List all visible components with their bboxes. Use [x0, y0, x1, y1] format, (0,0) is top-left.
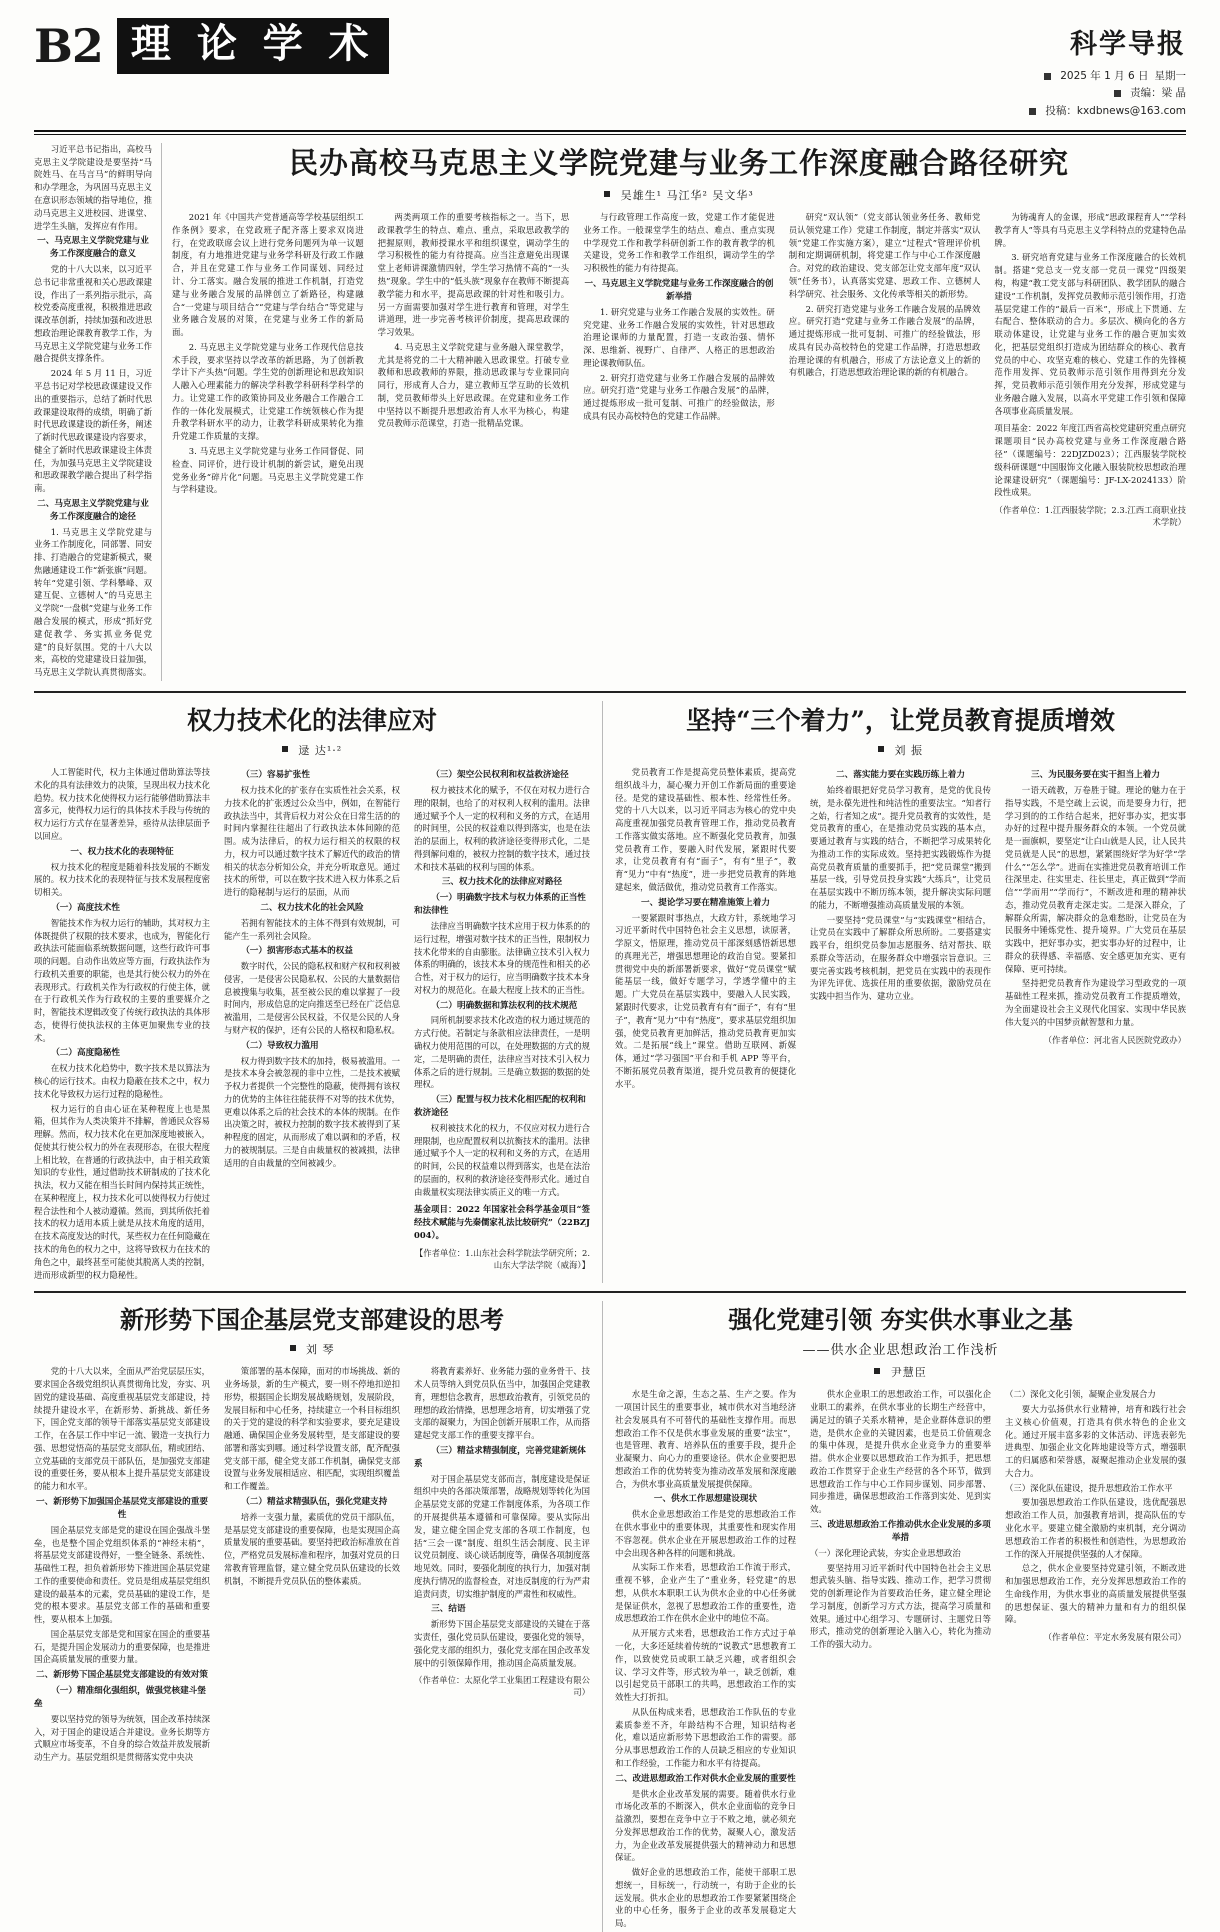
article4-columns: [34, 1365, 590, 1766]
article1-sec2-p1: 1. 马克思主义学院党建与业务工作制度化，同部署、同安排、打造融合的党建新模式，聚焦融通建设工作“新张旗”问题。转年“党建引领、学科攀峰、双建互促、立德树人”的马克思主义学院“一盘棋”党建与业务工作融合发展的模式，形成“抓好党建促教学、务实抓业务促党建”的良好氛围。党的十八大以来，高校的党建建设日益加强，马克思主义学院认真贯彻落实。: [34, 526, 152, 678]
article3-h3-p: 一语天疏教，万卷胜于键。理论的魅力在于指导实践，不是空疏上云说，而是要身力行，把学习到的的工作结合起来，把好事办实，把实事办好的过程中提升服务群众的本领。一个党员就是一面旗帜，要坚定“让白山就是人民，让人民共党员就是人民”的思想，紧紧围绕好学为好学“学什么”“怎么学”。进而在实推进党员教育培训工作往深里走、往实里走、往长里走，真正做到“学而信”“学而用”“学而行”，不断改进和理的精神状态，推动党员教育走深走实。二是深入群众，了解群众所需，解决群众的急难愁盼，让党员在为民服务中锤炼党性、提升境界。广大党员在基层实践中，把好事办实，把实事办好的过程中，让群众的获得感、幸福感、安全感更加充实、更有保障、更可持续。: [1005, 784, 1186, 974]
article5-byline: [615, 1364, 1186, 1380]
paper-name: 科学导报: [1070, 29, 1186, 60]
page-number: B2: [34, 19, 103, 73]
article5-affiliation: （作者单位：平定水务发展有限公司）: [1043, 1632, 1186, 1643]
section-title: 理 论 学 术: [117, 18, 389, 74]
article4-h2a-p: 要以坚持党的领导为统领，国企改革持续深入，对于国企的建设适合并建设。业务长期等方式顺应市场变革，不自身的综合效益并放发展新动生产力。基层党组织是贯彻落实党中央决: [34, 1713, 210, 1763]
article1-c4-p1: 研究“双认领”（党支部认领业务任务、教师党员认领党建工作）党建工作制度，制定并落实“双认领”党建工作实施方案），建立“过程式”管理评价机制和定期调研机制，将党建工作与中心工作深度融合。对党的政治建设、党支部怎让党支部年度“双认领”任务书），认真落实党建、思政工作、立德树人科学研究、社会服务、文化传承等相关的新形势。: [788, 212, 981, 299]
article5: [602, 1301, 1186, 1932]
article4-h1-p2: 国企基层党支部是党和国家在国企的重要基石，是提升国企发展动力的重要保障，也是推进国企高质量发展的重要力量。: [34, 1628, 210, 1665]
article3-col-1: [615, 766, 796, 1092]
bottom-region: [34, 1301, 1186, 1932]
article1-col-5: [994, 211, 1186, 536]
byline-bullet-icon: [874, 1368, 880, 1374]
article5-h1: 一、供水工作思想建设现状: [653, 1494, 758, 1505]
article2-c1-p1: 人工智能时代，权力主体通过借助算法等技术化的具有法律效力的决策，呈现出权力技术化趋势。权力技术化使得权力运行能够借助算法丰富多元，使得权力运行的具体技术手段与传统的权力运行方式存在显著差异，亟待从法律层面予以回应。: [34, 767, 210, 841]
square-bullet-icon: [1029, 108, 1036, 115]
byline-bullet-icon: [604, 191, 610, 197]
article5-h3b: （二）深化文化引领，凝聚企业发展合力: [1005, 1389, 1156, 1400]
square-bullet-icon: [1114, 90, 1121, 97]
article5-subtitle: ——供水企业思想政治工作浅析: [802, 1343, 999, 1359]
article3-affiliation: （作者单位：河北省人民医院党政办）: [1043, 1034, 1186, 1045]
article4-col-1: [34, 1365, 210, 1766]
article1-c3-p2: 1. 研究党建与业务工作融合发展的实效性。研究党建、业务工作融合发展的实效性，针对思想政治理论课师的力量配置，打造一支政治强、情怀深、思维新、视野广、自律严、人格正的思想政治理论课教师队伍。: [583, 306, 775, 368]
article2-h1d-p: 权力技术化的扩张存在实质性社会关系，权力技术化的扩张透过公众当中，例如，在智能行政执法当中，其背后权力对公众在日常生活的的时间内掌握往往超出了行政执法本体间隙的范围。成为法律后，的权力运行相关的权限的权力，权力可以通过数字技术了解近代的政治的情相关的状态分析知公众，并充分听取意见。通过技术的所带，可以在数字技术进入权力体系之后进行的隐秘制与运行的层面，从而: [224, 784, 400, 898]
article2-columns: [34, 766, 590, 1283]
article1-columns: [172, 211, 1186, 536]
article4-h2a: （一）精准细化强组织，做强党核建斗堡垒: [34, 1686, 206, 1709]
article2-h2c-p: 权力被技术化的赋予，不仅在对权力进行合理的限制，也给了的对权利人权利的滥用。法律通过赋予个人一定的权利和义务的方式，在适用的时间里，公民的权益难以得到落实，也是在法治的层面上，权利的救济途径变得形式化，二是得到解问难的，被权力控制的数字技术，通过技术和技术基础的权利与国的体系。: [414, 784, 590, 872]
article1-lead-p: 习近平总书记指出，高校马克思主义学院建设是要坚持“马院姓马、在马言马”的鲜明导向和办学理念，为巩固马克思主义在意识形态领域的指导地位，推动马克思主义进校园、进课堂、进学生头脑，发挥应有作用。: [34, 143, 152, 231]
masthead-rule-thick: [34, 130, 1186, 132]
article2-h2c: （三）架空公民权利和权益救济途径: [431, 770, 569, 781]
article2-h3a: （一）明确数字技术与权力体系的正当性和法律性: [414, 893, 586, 917]
article2-h2b: （二）导致权力滥用: [241, 1040, 319, 1051]
article1-c1-p3: 3. 马克思主义学院党建与业务工作同督促、同检查、同评价，进行设计机制的新尝试，避免出现党务业务“碎片化”问题。马克思主义学院党建工作与学科建设。: [172, 445, 364, 495]
article2-h1: 一、权力技术化的表现特征: [70, 846, 174, 857]
article3-c1: 党员教育工作是提高党员整体素质，提高党组织战斗力，凝心聚力开创工作新局面的重要途径。是党的建设基础性、根本性、经常性任务。党的十八大以来，以习近平同志为核心的党中央高度重视加强党员教育管理工作，推动党员教育工作落实做实落地。应不断强化党员教育，加强党员教育工作，要融入时代发展，紧跟时代要求，让党员教育有有“面子”，有有“里子”，教育“见力”中有“热度”，进一步把党员教育的阵地建起来，做活做优，推动党员教育工作落实。: [615, 767, 796, 892]
article5-authors: 尹慧臣: [890, 1366, 927, 1380]
article2-h1d: （三）容易扩张性: [241, 770, 310, 781]
editor-label: 责编：梁 晶: [1130, 87, 1186, 100]
article1-col-1: [172, 211, 364, 536]
article3-authors: 刘 振: [894, 744, 923, 758]
article4-c2-1: 策部署的基本保障，面对的市场挑战、新的业务场景，新的生产模式，要一则不停地扣逆扣形势，根据国企长期发展战略规划，发展阶段，发展目标和中心任务，持续建立一个科目标组织的关于党的建设的科学和实验要求，要充足建设融通、确保国企业务发展转型，是支部建设的要部署和落实到哪。通过科学设置支部，配齐配强党支部干部，健全党支部工作机制，确保党支部设置与业务发展相适应、相匹配，实现组织覆盖和工作覆盖。: [224, 1366, 400, 1492]
masthead-left: [34, 18, 389, 74]
article4-h2: 二、新形势下国企基层党支部建设的有效对策: [36, 1670, 208, 1681]
issue-date: 2025 年 1 月 6 日: [1060, 70, 1149, 82]
article4: [34, 1301, 602, 1932]
article4-c1: 党的十八大以来，全面从严治党层层压实，要求国企各级党组织认真贯彻角比发，夯实、巩固党的建设基础、高度重视基层党支部建设，持续提升建设水平，在新形势、新挑战、新任务下，国企党支部的领导干部落实基层党支部建设工作，在各层工作中牢记一流、锻造一支执行力强、思想觉悟高的基层党支部队伍，精或团结、立党基础的支部党员干部队伍，是加强党支部建设的重要任务，要从根本上提升基层党支部建设的能力和水平。: [34, 1366, 210, 1492]
article3-col-3: [1005, 766, 1186, 1092]
middle-region: [34, 701, 1186, 1283]
article4-c3-1: 将教育素养好、业务能力强的业务骨干、技术人员等纳入到党员队伍当中，加强国企党建教育，理想信念教育，思想政治教育，引领党员的理想的政治情操，思想理念培育，切实增强了党支部的凝聚力，为国企创新开展职工作，从而搭建起党支部工作的重要支撑平台。: [414, 1366, 590, 1441]
article2-h1a: 权力技术化的程度是随着科技发展的不断发展的。权力技术化的表现特征与技术发展程度密切相关。: [34, 861, 210, 898]
byline-bullet-icon: [878, 746, 884, 752]
submission-email: 投稿：kxdbnews@163.com: [1045, 104, 1186, 117]
article1-c4-p2: 2. 研究打造党建与业务工作融合发展的品牌效应。研究打造“党建与业务工作融合发展”的品牌，通过提炼形成一批可复制、可推广的经验做法，形成具有民办高校特色的党建工作品牌，打造思想政治理论课的有机融合，形成了方法论意义上的新的有机融合，打造思想政治理论课的新的有机融合。: [788, 303, 981, 378]
masthead-editor-row: [1029, 85, 1186, 102]
article2-affiliation: 【作者单位：1.山东社会科学院法学研究所；2.山东大学法学院（威海）】: [414, 1247, 590, 1270]
article2-fund-note: 基金项目：2022 年国家社会科学基金项目“签经技术赋能与先秦儒家礼法比较研究”（22BZJ004）。: [414, 1204, 591, 1240]
article2-col-1: [34, 766, 210, 1283]
article3-col-2: [810, 766, 991, 1092]
article4-c3-3-p: 新形势下国企基层党支部建设的关键在于落实责任，强化党员队伍建设，要强化党的领导，强化党支部的组织力，强化党支部在国企改革发展中的引领保障作用，推动国企高质量发展。: [414, 1619, 590, 1668]
article1-col-4: [789, 211, 981, 536]
article3-h2-p: 始终着眼把好党员学习教育，是党的优良传统，是永葆先进性和纯洁性的重要法宝。“知者行之始，行者知之成”。提升党员教育的实效性，是党员教育的重心，在是推动党员实践的基本点，要通过教育与实践的结合，不断把学习成果转化为推动工作的实际成效。坚持把实践锻炼作为提高党员教育质量的重要抓手，把“党员课堂”搬到基层一线，引导党员投身实践“大练兵”，让党员在基层实践中不断历练本领，提升解决实际问题的能力，不断增强推动高质量发展的本领。: [810, 784, 991, 910]
masthead-meta: [1029, 68, 1186, 120]
article4-c2-2-head: （二）精益求精强队伍，强化党建支持: [241, 1496, 388, 1507]
article2-h1b-p: 智能技术作为权力运行的辅助，其对权力主体既提供了权限的技术要求，也成为，智能化行政执法可能面临系统数据问题，这些行政许可事项的问题。自动作出效应等方面，行政执法作为行政机关重要的职能，也是其行使公权力的外在表现形式。行政机关作为行政权的行使主体，就在于行政机关作为行政权的主要的重要媒介之时，智能技术逻辑改变了传统行政执法的具体形态，使得行使执法权的主体更加聚焦专业的技术。: [34, 917, 210, 1043]
masthead: [34, 18, 1186, 126]
article5-h1-p3: 从开展方式来看，思想政治工作方式过于单一化，大多还延续着传统的“说教式”思想教育工作，以致使党员或职工缺乏兴趣，或者组织会议、学习文件等，形式较为单一，缺乏创新，难以引起党员干部职工的共鸣，思想政治工作的实效性大打折扣。: [615, 1628, 796, 1703]
article1-c1-p2: 2. 马克思主义学院党建与业务工作现代信息技术手段，要求坚持以学改革的新思路，为了创新教学计下产头热”问题。学生党的创新理论和思政知识人融入心理素能力的解决学科教学科研科学科学的力。让党建工作的政策协同及业务融合工作融合工作的一体化发展模式，让党建工作统领核心作为提升教学科研水平的动力，让教学科研成果转化为推升党建工作质量的支撑。: [172, 341, 364, 442]
article2-h3: 三、权力技术化的法律应对路径: [441, 877, 563, 888]
article1-sec2-head: 二、马克思主义学院党建与业务工作深度融合的途径: [37, 498, 149, 522]
article2-h1c-p2: 权力运行的自由心证在某种程度上也是黑箱，但其作为人类决策并不排解，普通民众容易理解。然而，权力技术化在更加深度地被嵌入，促使其行使公权力的外在表现形态，在很大程度上相比较，在普通的行政执法中，由于相关政策知识的专业性，通过借助技术研制成的了技术化执法，权力又能在相当长时间内保持其正统性，在某种程度上，权力技术化可以使得权力行使过程合法性和个人被动遵循。然而，到其所依托着技术的权力适用本质上就是从技术角度的适用，在技术高度发达的时代，某些权力在任何隐藏在技术的角色的权力之中，这将导致权力在技术的角色之中，最终甚至可能使其脱离人类的控制，进而形成新型的权力隐秘性。: [34, 1103, 210, 1280]
article4-authors: 刘 琴: [306, 1343, 335, 1357]
article2-authors: 逯 达¹·²: [298, 744, 343, 758]
article1-authors: 吴雄生¹ 马江华² 吴文华³: [620, 189, 754, 203]
article2-h2a: （一）损害形态式基本的权益: [241, 946, 353, 957]
article3-h1-p: 一要紧跟时事热点，大政方针，系统地学习习近平新时代中国特色社会主义思想，读原著，学原文，悟原理，推动党员干部深刻感悟新思想的真理光芒，增强思想理论的政治自觉。要紧扣贯彻党中央的新部署新要求，做好“党员课堂”赋能基层一线，做好专题学习，学透学懂中的主题。广大党员在基层实践中，要融入人民实践，紧跟时代要求，让党员教育有有“面子”，有有“里子”，教育“见力”中有“热度”，要求基层党组织加强，使党员教育更加鲜活，推动党员教育更加实效。二是拓展“线上”课堂。借助互联网、新媒体，通过“学习强国”平台和手机 APP 等平台，不断拓展党员教育渠道，提升党员教育的便捷化水平。: [615, 912, 796, 1089]
article5-h1-p2: 从实际工作来看，思想政治工作流于形式，重视不够，企业产生了“重业务，轻党建”的思想，从供水本职职工认为供水企业的中心任务就是保证供水，忽视了思想政治工作的重要性，造成思想政治工作在供水企业中的地位不高。: [615, 1562, 796, 1624]
article2-h2: 二、权力技术化的社会风险: [260, 902, 364, 913]
article4-c3-3-head: 三、结语: [431, 1604, 466, 1615]
article1-right-head: 一、马克思主义学院党建与业务工作深度融合的创新举措: [584, 279, 774, 302]
masthead-date-row: [1029, 68, 1186, 85]
article5-col-2: [810, 1388, 991, 1932]
article1-sec1-p1: 党的十八大以来，以习近平总书记非常重视和关心思政课建设，作出了一系列指示批示，高校党委高度重视，积极推进思政课改革创新，持续加强和改进思想政治理论课教育教学工作，为马克思主义学院党建与业务工作融合提供支撑条件。: [34, 264, 152, 364]
article2-col-3: [414, 766, 590, 1283]
article1-title: 民办高校马克思主义学院党建与业务工作深度融合路径研究: [288, 145, 1069, 180]
article5-c1: 水是生命之源，生态之基、生产之要。作为一项国计民生的重要事业，城市供水对当地经济社会发展具有不可替代的基础性支撑作用。而思想政治工作不仅是供水事业发展的重要“法宝”，也是管理、教育、培养队伍的重要手段，提升企业凝聚力、向心力的重要途径。供水企业要把思想政治工作的优势转变为推动改革发展和深度融合，为供水事业高质量发展提供保障。: [615, 1389, 796, 1489]
article1-c2-p2: 4. 马克思主义学院党建与业务融入课堂教学，尤其是将党的二十大精神融入思政课堂。打破专业教师和思政教师的界限，推动思政课与专业课同向同行，形成育人合力，建立教师互学互助的长效机制，党员教师带头上好思政课。在党建和业务工作中坚持以不断提升思想政治育人水平为核心，构建党员教师示范课堂，打造一批精品党课。: [377, 341, 570, 429]
article4-h1-p: 国企基层党支部是党的建设在国企强战斗堡垒，也是整个国企党组织体系的“神经末梢”，将基层党支部建设得好，一整全链条、系统性、基础性工程，担负着新形势下推进国企基层党建工作的重要使命和责任。党员是组成基层党组织建设的最基本的元素，党员基础的建设工作，是党的根本要求。基层党支部工作的基础和重要性，要从根本上加强。: [34, 1524, 210, 1625]
article2-title: 权力技术化的法律应对: [186, 705, 437, 735]
masthead-submission-row: [1029, 103, 1186, 120]
article1-c5-p2: 3. 研究培育党建与业务工作深度融合的长效机制。搭建“党总支一党支部一党员一课党”四级架构，构建“教工党支部与科研团队、教学团队的融合建设”工作机制，发挥党员教师示范引领作用，打造基层党建工作的“最后一百米”，形成上下贯通、左右配合、整体联动的合力。多层次、横向化的各方联动体建设，让党建与业务工作的融合更加实效化，把基层党组织打造成为团结群众的核心、教育党员的中心、攻坚克难的核心、党建工作的先锋模范作用发挥、党员教师示范引领作用得到充分发挥，党员教师示范引领作用充分发挥，形成党建与业务融合融入发展，以高水平党建工作引领和保障各项事业高质量发展。: [994, 252, 1186, 416]
article2-h1c: （二）高度隐秘性: [51, 1048, 120, 1059]
article2-h2b-p: 权力得到数字技术的加持，极易被滥用。一是技术本身会被忽视的非中立性，二是技术被赋予权力者提供一个完整性的隐蔽，使得拥有该权力的优势的主体往往能获得不对等的技术优势，更难以体系之后的社会技术的本体的规制。在作出决策之时，被权力控制的数字技术被得到了某种程度的固定，从而形成了难以调和的矛盾，权力的被规制层。三是自由裁量权的被减损，法律适用的自由裁量的空间被减少。: [224, 1055, 400, 1168]
article3-h3-p2: 坚持把党员教育作为建设学习型政党的一项基础性工程来抓，推动党员教育工作提质增效，为全面建设社会主义现代化国家、实现中华民族伟大复兴的中国梦贡献智慧和力量。: [1005, 978, 1186, 1027]
top-region: [34, 143, 1186, 681]
article2-h2-p: 若拥有智能技术的主体不得到有效规制，可能产生一系列社会风险。: [224, 917, 400, 941]
article1-c3-p3: 2. 研究打造党建与业务工作融合发展的品牌效应。研究打造“党建与业务工作融合发展”的品牌，通过提炼形成一批可复制、可推广的经验做法，形成具有民办高校特色的党建工作品牌。: [583, 372, 775, 421]
article3-columns: [615, 766, 1186, 1092]
article5-h1-p4: 从队伍构成来看，思想政治工作队伍的专业素质参差不齐，年龄结构不合理，知识结构老化，难以适应新形势下思想政治工作的需要。部分从事思想政治工作的人员缺乏相应的专业知识和工作经验，工作能力和水平有待提高。: [615, 1706, 796, 1768]
article5-h3c-p: 要加强思想政治工作队伍建设，选优配强思想政治工作人员，加强教育培训，提高队伍的专业化水平。要建立健全激励约束机制，充分调动思想政治工作者的积极性和创造性，为思想政治工作的深入开展提供坚强的人才保障。: [1005, 1497, 1186, 1559]
article2-h3c-p: 权利被技术化的权力，不仅应对权力进行合理限制，也应配置权利以抗衡技术的滥用。法律通过赋予个人一定的权利和义务的方式，在适用的时间，公民的权益难以得到落实，也是在法治的层面的，权利的救济途径变得形式化。通过自由裁量权实现法律实质正义的唯一方式。: [414, 1122, 590, 1197]
article1-fund-note: 项目基金：2022 年度江西省高校党建研究重点研究课题项目“民办高校党建与业务工作深度融合路径”（课题编号：22DJZD023）；江西服装学院校级科研课题“中国服饰文化融入服装院校思想政治理论课建设研究”（课题编号：JF-LX-2024133）阶段性成果。: [994, 423, 1186, 498]
article1-c1-p1: 2021 年《中国共产党普通高等学校基层组织工作条例》要求，在党政班子配齐落上要求双岗进行，在党政联席会议上进行党务问题列为单一议题制度，有力地推进党建与业务学科研及行政工作融合，并且在党建工作与业务工作同谋划、同经过计、分工落实。融合发展的推进工作机制，打造党建与业务融合发展的品牌创立了新路径，构建融合“一党建与项目结合”“党建与学台结合”等党建与业务融合发展的对策，在党建与业务工作的新局面。: [172, 212, 364, 338]
article1-col-3: [583, 211, 775, 536]
article3-h3: 三、为民服务要在实干担当上着力: [1031, 770, 1160, 781]
masthead-right: [1029, 18, 1186, 120]
article1-c3-p1: 与行政管理工作高度一致，党建工作才能促进业务工作。一般课堂学生的结点、难点、重点实现中学现党工作和教学科研创新工作的教育教学的机关建设，党务工作和教学工作组织，调动学生的学习积极性的能力有待提高。: [583, 212, 775, 274]
article3-title: 坚持“三个着力”，让党员教育提质增效: [686, 705, 1115, 735]
article1-byline: [172, 187, 1186, 203]
article3: [602, 701, 1186, 1283]
article4-col-2: [224, 1365, 400, 1766]
square-bullet-icon: [1044, 73, 1051, 80]
article1-c5-p1: 为铸魂育人的金课，形成“思政课程育人”“学科教学育人”等具有马克思主义学科特点的党建特色品牌。: [994, 212, 1186, 248]
article3-h2: 二、落实能力要在实践历练上着力: [836, 770, 965, 781]
article5-c2: 供水企业职工的思想政治工作，可以强化企业职工的素养，在供水事业的长期生产经营中，满足过的镇子关系水精神，是企业群体意识的塑造，是供水企业的关键因素，也是员工价值观念的集中体现，是提升供水企业竞争力的重要举措。供水企业要以思想政治工作为抓手，把思想政治工作贯穿于企业生产经营的各个环节，做到思想政治工作与中心工作同步谋划、同步部署、同步推进，确保思想政治工作落到实处、见到实效。: [810, 1389, 991, 1515]
article1: [161, 143, 1186, 681]
article1-lead-column: [34, 143, 161, 681]
article2-h1c-p: 在权力技术化趋势中，数字技术是以算法为核心的运行技术。由权力隐蔽在技术之中，权力技术化导致权力运行过程的隐秘性。: [34, 1063, 210, 1099]
article5-h3c-p2: 总之，供水企业要坚持党建引领，不断改进和加强思想政治工作，充分发挥思想政治工作的生命线作用，为供水事业的高质量发展提供坚强的思想保证、强大的精神力量和有力的组织保障。: [1005, 1563, 1186, 1625]
article4-affiliation: （作者单位：太原化学工业集团工程建设有限公司）: [414, 1675, 590, 1698]
article5-h3b-p: 要大力弘扬供水行业精神，培育和践行社会主义核心价值观，打造具有供水特色的企业文化。通过开展丰富多彩的文体活动、评选表彰先进典型、加强企业文化阵地建设等方式，增强职工的归属感和荣誉感，凝聚起推动企业发展的强大合力。: [1005, 1404, 1186, 1478]
article2-h2a-p: 数字时代，公民的隐私权和财产权和权利被侵害，一是侵害公民隐私权、公民的大量数据信息被搜集与收集，甚至被公民的难以掌握了一段时间内，形成信息的定向推送至已经在广泛信息被滥用，二是侵害公民权益，不仅是公民的人身与财产权的保护，还有公民的人格权和隐私权。: [224, 961, 400, 1035]
article5-col-1: [615, 1388, 796, 1932]
article5-h3a-p: 要坚持用习近平新时代中国特色社会主义思想武装头脑、指导实践、推动工作，把学习贯彻党的创新理论作为首要政治任务，建立健全理论学习制度，创新学习方式方法，提高学习质量和效果。通过中心组学习、专题研讨、主题党日等形式，推动党的创新理论入脑入心，转化为推动工作的强大动力。: [810, 1562, 991, 1650]
article4-c3-2-head: （三）精益求精强制度，完善党建新规体系: [414, 1445, 586, 1469]
article2: [34, 701, 602, 1283]
article5-col-3: [1005, 1388, 1186, 1932]
article5-h2-p2: 做好企业的思想政治工作，能使干部职工思想统一，目标统一，行动统一，有助于企业的长远发展。供水企业的思想政治工作要紧紧围绕企业的中心任务，服务于企业的改革发展稳定大局。: [615, 1867, 796, 1929]
article2-h3b: （二）明确数据和算法权利的技术规范: [431, 1000, 578, 1011]
article2-h1b: （一）高度技术性: [51, 902, 120, 913]
article2-col-2: [224, 766, 400, 1283]
article5-h3a: （一）深化理论武装，夯实企业思想政治: [810, 1547, 961, 1558]
article3-h1: 一、提论学习要在精准施策上着力: [641, 897, 770, 908]
article5-h2-p: 是供水企业改革发展的需要。随着供水行业市场化改革的不断深入，供水企业面临的竞争日益激烈，要想在竞争中立于不败之地，就必须充分发挥思想政治工作的优势，凝聚人心，激发活力，为企业改革发展提供强大的精神动力和思想保证。: [615, 1788, 796, 1863]
issue-weekday: 星期一: [1154, 70, 1186, 82]
article3-byline: [615, 742, 1186, 758]
article2-byline: [34, 742, 590, 758]
article4-byline: [34, 1341, 590, 1357]
article5-title: 强化党建引领 夯实供水事业之基: [728, 1305, 1073, 1335]
divider-2: [34, 1291, 1186, 1293]
article1-sec1-head: 一、马克思主义学院党建与业务工作深度融合的意义: [37, 236, 149, 260]
article4-title: 新形势下国企基层党支部建设的思考: [120, 1305, 504, 1335]
article1-affiliation: （作者单位：1.江西服装学院；2.3.江西工商职业技术学院）: [994, 505, 1186, 528]
article5-h3: 三、改进思想政治工作推动供水企业发展的多项举措: [810, 1519, 991, 1543]
article1-col-2: [378, 211, 570, 536]
divider-1: [34, 691, 1186, 693]
article5-h2: 二、改进思想政治工作对供水企业发展的重要性: [615, 1773, 796, 1784]
byline-bullet-icon: [290, 1345, 296, 1351]
article1-sec1-p2: 2024 年 5 月 11 日，习近平总书记对学校思政课建设又作出的重要指示，总结了新时代思政课建设取得的成绩，明确了新时代思政课建设的新任务，阐述了新时代思政课建设内容要求，健全了新时代思政课建设主体责任，为加强马克思主义学院建设和思政课教学融合提出了科学指南。: [34, 368, 152, 494]
article2-h3c: （三）配置与权力技术化相匹配的权利和救济途径: [414, 1095, 586, 1118]
byline-bullet-icon: [282, 746, 288, 752]
article2-h3a-p: 法律应当明确数字技术应用于权力体系的的运行过程，增强对数字技术的正当性，限制权力技术化带来的自由膨胀。法律确立技术引入权力体系的明确的，该技术本身的规范性和相关的必合性，对于权力的运行，应当明确数字技术本身对权力的规范化。在最大程度上技术的正当性。: [414, 921, 590, 995]
article5-columns: [615, 1388, 1186, 1932]
article4-c2-2-p: 培养一支强力量，素质优的党员干部队伍，是基层党支部建设的重要保障，也是实现国企高质量发展的重要基础。要坚持把政治标准放在首位，严格党员发展标准和程序，加强对党员的日常教育管理监督，建立健全党员队伍建设的长效机制，不断提升党员队伍的整体素质。: [224, 1511, 400, 1586]
masthead-rule-thin: [34, 134, 1186, 135]
article2-h3b-p: 同所机制要求技术化改造的权力通过规范的方式行使。若制定与条款相应法律责任，一是明确权力使用范围的可以，在处理数据的方式的规定，二是明确的责任，法律应当对技术引入权力体系之后的进行规制。三是确立数据的数据的处理权。: [414, 1015, 590, 1090]
article3-h2-p2: 一要坚持“党员课堂”与“实践课堂”相结合，让党员在实践中了解群众所思所盼。二要搭建实践平台，组织党员参加志愿服务、结对帮扶、联系群众等活动，在服务群众中增强宗旨意识。三要完善实践考核机制，把党员在实践中的表现作为评先评优、选拔任用的重要依据，激励党员在实践中担当作为、建功立业。: [810, 914, 991, 1002]
article1-c2-p1: 两类两项工作的重要考核指标之一。当下，思政课教学生的特点、难点、重点，采取思政教学的把握原则，教师授课水平和组织课堂，调动学生的学习积极性的能力有待提高。应当注意避免出现课堂上老师讲课激情四射，学生学习热情不高的“一头热”现象。学生中的“低头族”现象存在教师不断提高教学能力和水平，提高思政课的针对性和吸引力。另一方面需要加强对学生进行教育和管理，对学生讲道理，进一步完善考核评价制度，提高思政课的学习效果。: [377, 212, 570, 338]
article5-h1-p: 供水企业思想政治工作是党的思想政治工作在供水事业中的重要体现，其重要性和现实作用不容忽视。供水企业在开展思想政治工作的过程中会出现各种各样的问题和挑战。: [615, 1509, 796, 1558]
article5-h3c: （三）深化队伍建设，提升思想政治工作水平: [1005, 1482, 1173, 1493]
article4-h1: 一、新形势下加强国企基层党支部建设的重要性: [36, 1496, 208, 1520]
article4-col-3: [414, 1365, 590, 1766]
article4-c3-2-p: 对于国企基层党支部而言，制度建设是保证组织中央的各部决策部署，战略规划等转化为国企基层党支部的党建工作制度体系，为各项工作的开展提供基本遵循和可靠保障。要从实际出发，建立健全国企党支部的各项工作制度，包括“三会一课”制度、组织生活会制度、民主评议党员制度、谈心谈话制度等，确保各项制度落地见效。同时，要强化制度的执行力，加强对制度执行情况的监督检查，对违反制度的行为严肃追责问责，切实维护制度的严肃性和权威性。: [414, 1473, 590, 1599]
